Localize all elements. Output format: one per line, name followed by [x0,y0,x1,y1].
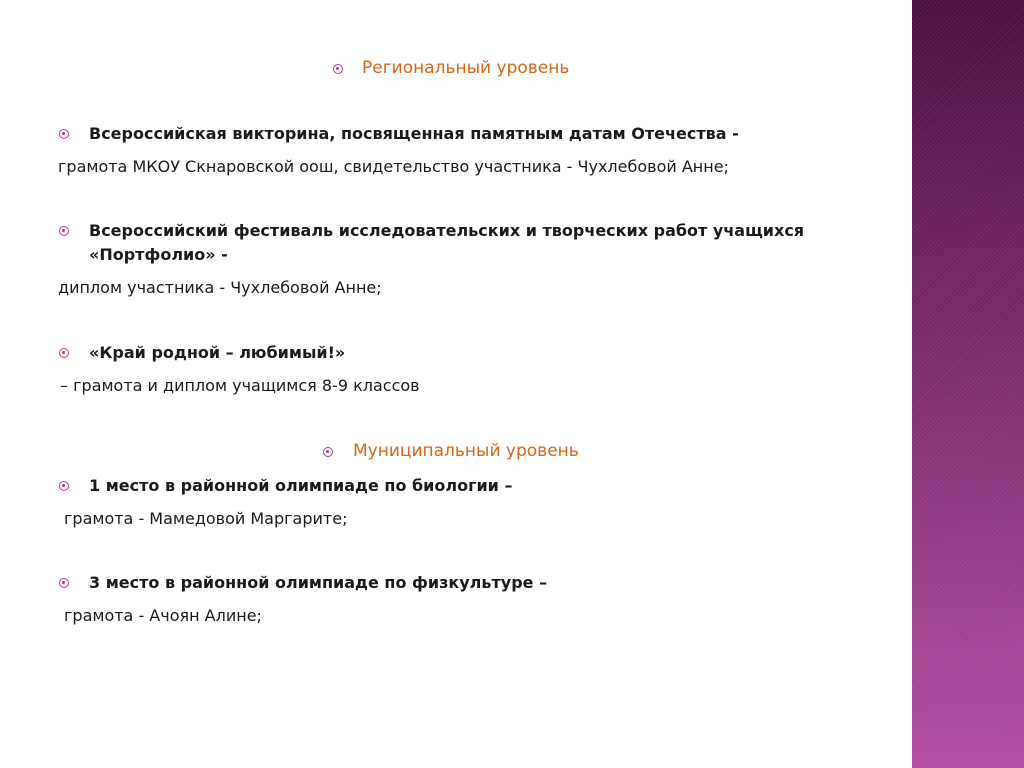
circle-bullet-icon [59,348,69,358]
circle-bullet-icon [59,481,69,491]
award-title: 1 место в районной олимпиаде по биологии – [89,476,513,495]
award-detail: грамота - Ачоян Алине; [64,606,262,625]
award-detail: диплом участника - Чухлебовой Анне; [58,278,382,297]
circle-bullet-icon [323,447,333,457]
award-title: 3 место в районной олимпиаде по физкультуре – [89,573,548,592]
award-detail: – грамота и диплом учащимся 8-9 классов [60,376,420,395]
circle-bullet-icon [59,129,69,139]
award-title: Всероссийская викторина, посвященная памятным датам Отечества - [89,124,739,143]
regional-level-heading: Региональный уровень [362,58,570,78]
award-detail: грамота МКОУ Скнаровской оош, свидетельство участника - Чухлебовой Анне; [58,157,729,176]
circle-bullet-icon [333,64,343,74]
municipal-level-heading: Муниципальный уровень [353,441,579,461]
circle-bullet-icon [59,226,69,236]
award-title-continued: «Портфолио» - [89,245,228,264]
decorative-sidebar [912,0,1024,768]
circle-bullet-icon [59,578,69,588]
award-detail: грамота - Мамедовой Маргарите; [64,509,348,528]
award-title: «Край родной – любимый!» [89,343,346,362]
award-title: Всероссийский фестиваль исследовательских и творческих работ учащихся [89,221,805,240]
